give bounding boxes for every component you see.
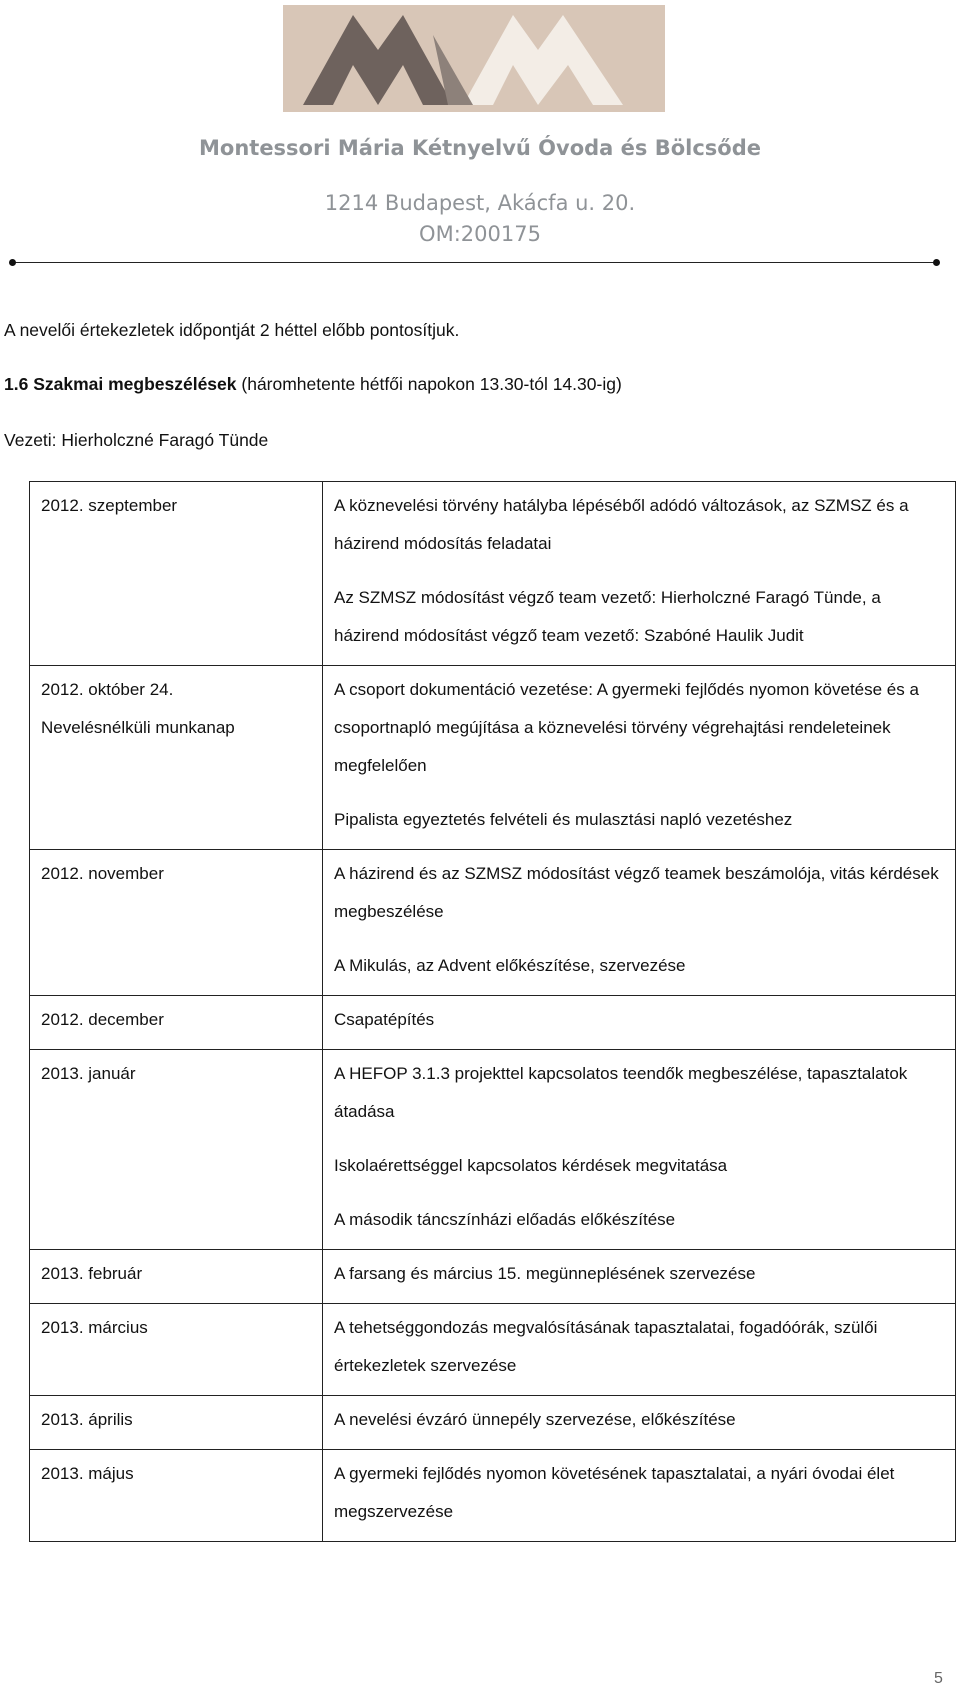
meeting-topic: A második táncszínházi előadás előkészítése	[334, 1210, 676, 1229]
meeting-topic: A házirend és az SZMSZ módosítást végző teamek beszámolója, vitás kérdések megbeszélése	[334, 864, 939, 921]
montessori-mm-logo-icon	[283, 5, 665, 112]
topics-cell	[323, 1396, 956, 1450]
divider-end-dot	[933, 259, 940, 266]
section-title: 1.6 Szakmai megbeszélések	[4, 374, 237, 394]
organization-name: Montessori Mária Kétnyelvű Óvoda és Bölcsőde	[199, 136, 761, 160]
table-row	[30, 1396, 956, 1450]
meeting-date: 2013. április	[41, 1410, 133, 1429]
meeting-topic: Csapatépítés	[334, 1010, 435, 1029]
topics-cell	[323, 1450, 956, 1542]
section-heading	[4, 374, 622, 395]
table-row	[30, 1450, 956, 1542]
meeting-topic: A gyermeki fejlődés nyomon követésének tapasztalatai, a nyári óvodai élet megszervezése	[334, 1464, 895, 1521]
table-row	[30, 850, 956, 996]
topics-cell	[323, 1304, 956, 1396]
organization-address: 1214 Budapest, Akácfa u. 20.	[324, 191, 636, 215]
date-cell	[30, 1050, 323, 1250]
topics-cell	[323, 482, 956, 666]
meeting-topic: A Mikulás, az Advent előkészítése, szervezése	[334, 956, 686, 975]
date-cell	[30, 1396, 323, 1450]
topics-cell	[323, 666, 956, 850]
meeting-date: 2012. szeptember	[41, 496, 178, 515]
divider-end-dot	[9, 259, 16, 266]
topics-cell	[323, 1050, 956, 1250]
meeting-date: 2012. november	[41, 864, 164, 883]
meeting-date: 2012. december	[41, 1010, 164, 1029]
organization-om: OM:200175	[419, 222, 541, 246]
table-row	[30, 996, 956, 1050]
table-row	[30, 1050, 956, 1250]
table-row	[30, 1250, 956, 1304]
meeting-schedule-table	[29, 481, 956, 1542]
date-cell	[30, 666, 323, 850]
meeting-topic: A farsang és március 15. megünneplésének szervezése	[334, 1264, 756, 1283]
meeting-note: Nevelésnélküli munkanap	[41, 718, 235, 737]
section-leader: Vezeti: Hierholczné Faragó Tünde	[4, 430, 269, 450]
meeting-date: 2013. május	[41, 1464, 134, 1483]
meeting-topic: A HEFOP 3.1.3 projekttel kapcsolatos teendők megbeszélése, tapasztalatok átadása	[334, 1064, 908, 1121]
meeting-topic: Pipalista egyeztetés felvételi és mulasztási napló vezetéshez	[334, 810, 793, 829]
date-cell	[30, 1250, 323, 1304]
section-subtitle: (háromhetente hétfői napokon 13.30-tól 14.30-ig)	[236, 374, 622, 394]
table-row	[30, 666, 956, 850]
meeting-date: 2013. január	[41, 1064, 136, 1083]
table-row	[30, 1304, 956, 1396]
meeting-date: 2013. február	[41, 1264, 143, 1283]
meeting-date: 2012. október 24.	[41, 680, 174, 699]
topics-cell	[323, 1250, 956, 1304]
page-number: 5	[934, 1670, 943, 1687]
meeting-topic: Az SZMSZ módosítást végző team vezető: Hierholczné Faragó Tünde, a házirend módosítást végző team vezető: Szabóné Haulik Judit	[334, 588, 881, 645]
meeting-topic: A tehetséggondozás megvalósításának tapasztalatai, fogadóórák, szülői értekezletek szervezése	[334, 1318, 878, 1375]
meeting-topic: Iskolaérettséggel kapcsolatos kérdések megvitatása	[334, 1156, 728, 1175]
intro-paragraph: A nevelői értekezletek időpontját 2 héttel előbb pontosítjuk.	[4, 320, 460, 340]
topics-cell	[323, 850, 956, 996]
date-cell	[30, 482, 323, 666]
meeting-topic: A nevelési évzáró ünnepély szervezése, előkészítése	[334, 1410, 736, 1429]
meeting-topic: A köznevelési törvény hatályba lépéséből adódó változások, az SZMSZ és a házirend módosítás feladatai	[334, 496, 909, 553]
topics-cell	[323, 996, 956, 1050]
meeting-date: 2013. március	[41, 1318, 148, 1337]
table-row	[30, 482, 956, 666]
meeting-topic: A csoport dokumentáció vezetése: A gyermeki fejlődés nyomon követése és a csoportnapló megújítása a köznevelési törvény végrehajtási rendeleteinek megfelelően	[334, 680, 919, 775]
header-divider	[12, 262, 936, 263]
date-cell	[30, 1304, 323, 1396]
date-cell	[30, 1450, 323, 1542]
date-cell	[30, 850, 323, 996]
date-cell	[30, 996, 323, 1050]
